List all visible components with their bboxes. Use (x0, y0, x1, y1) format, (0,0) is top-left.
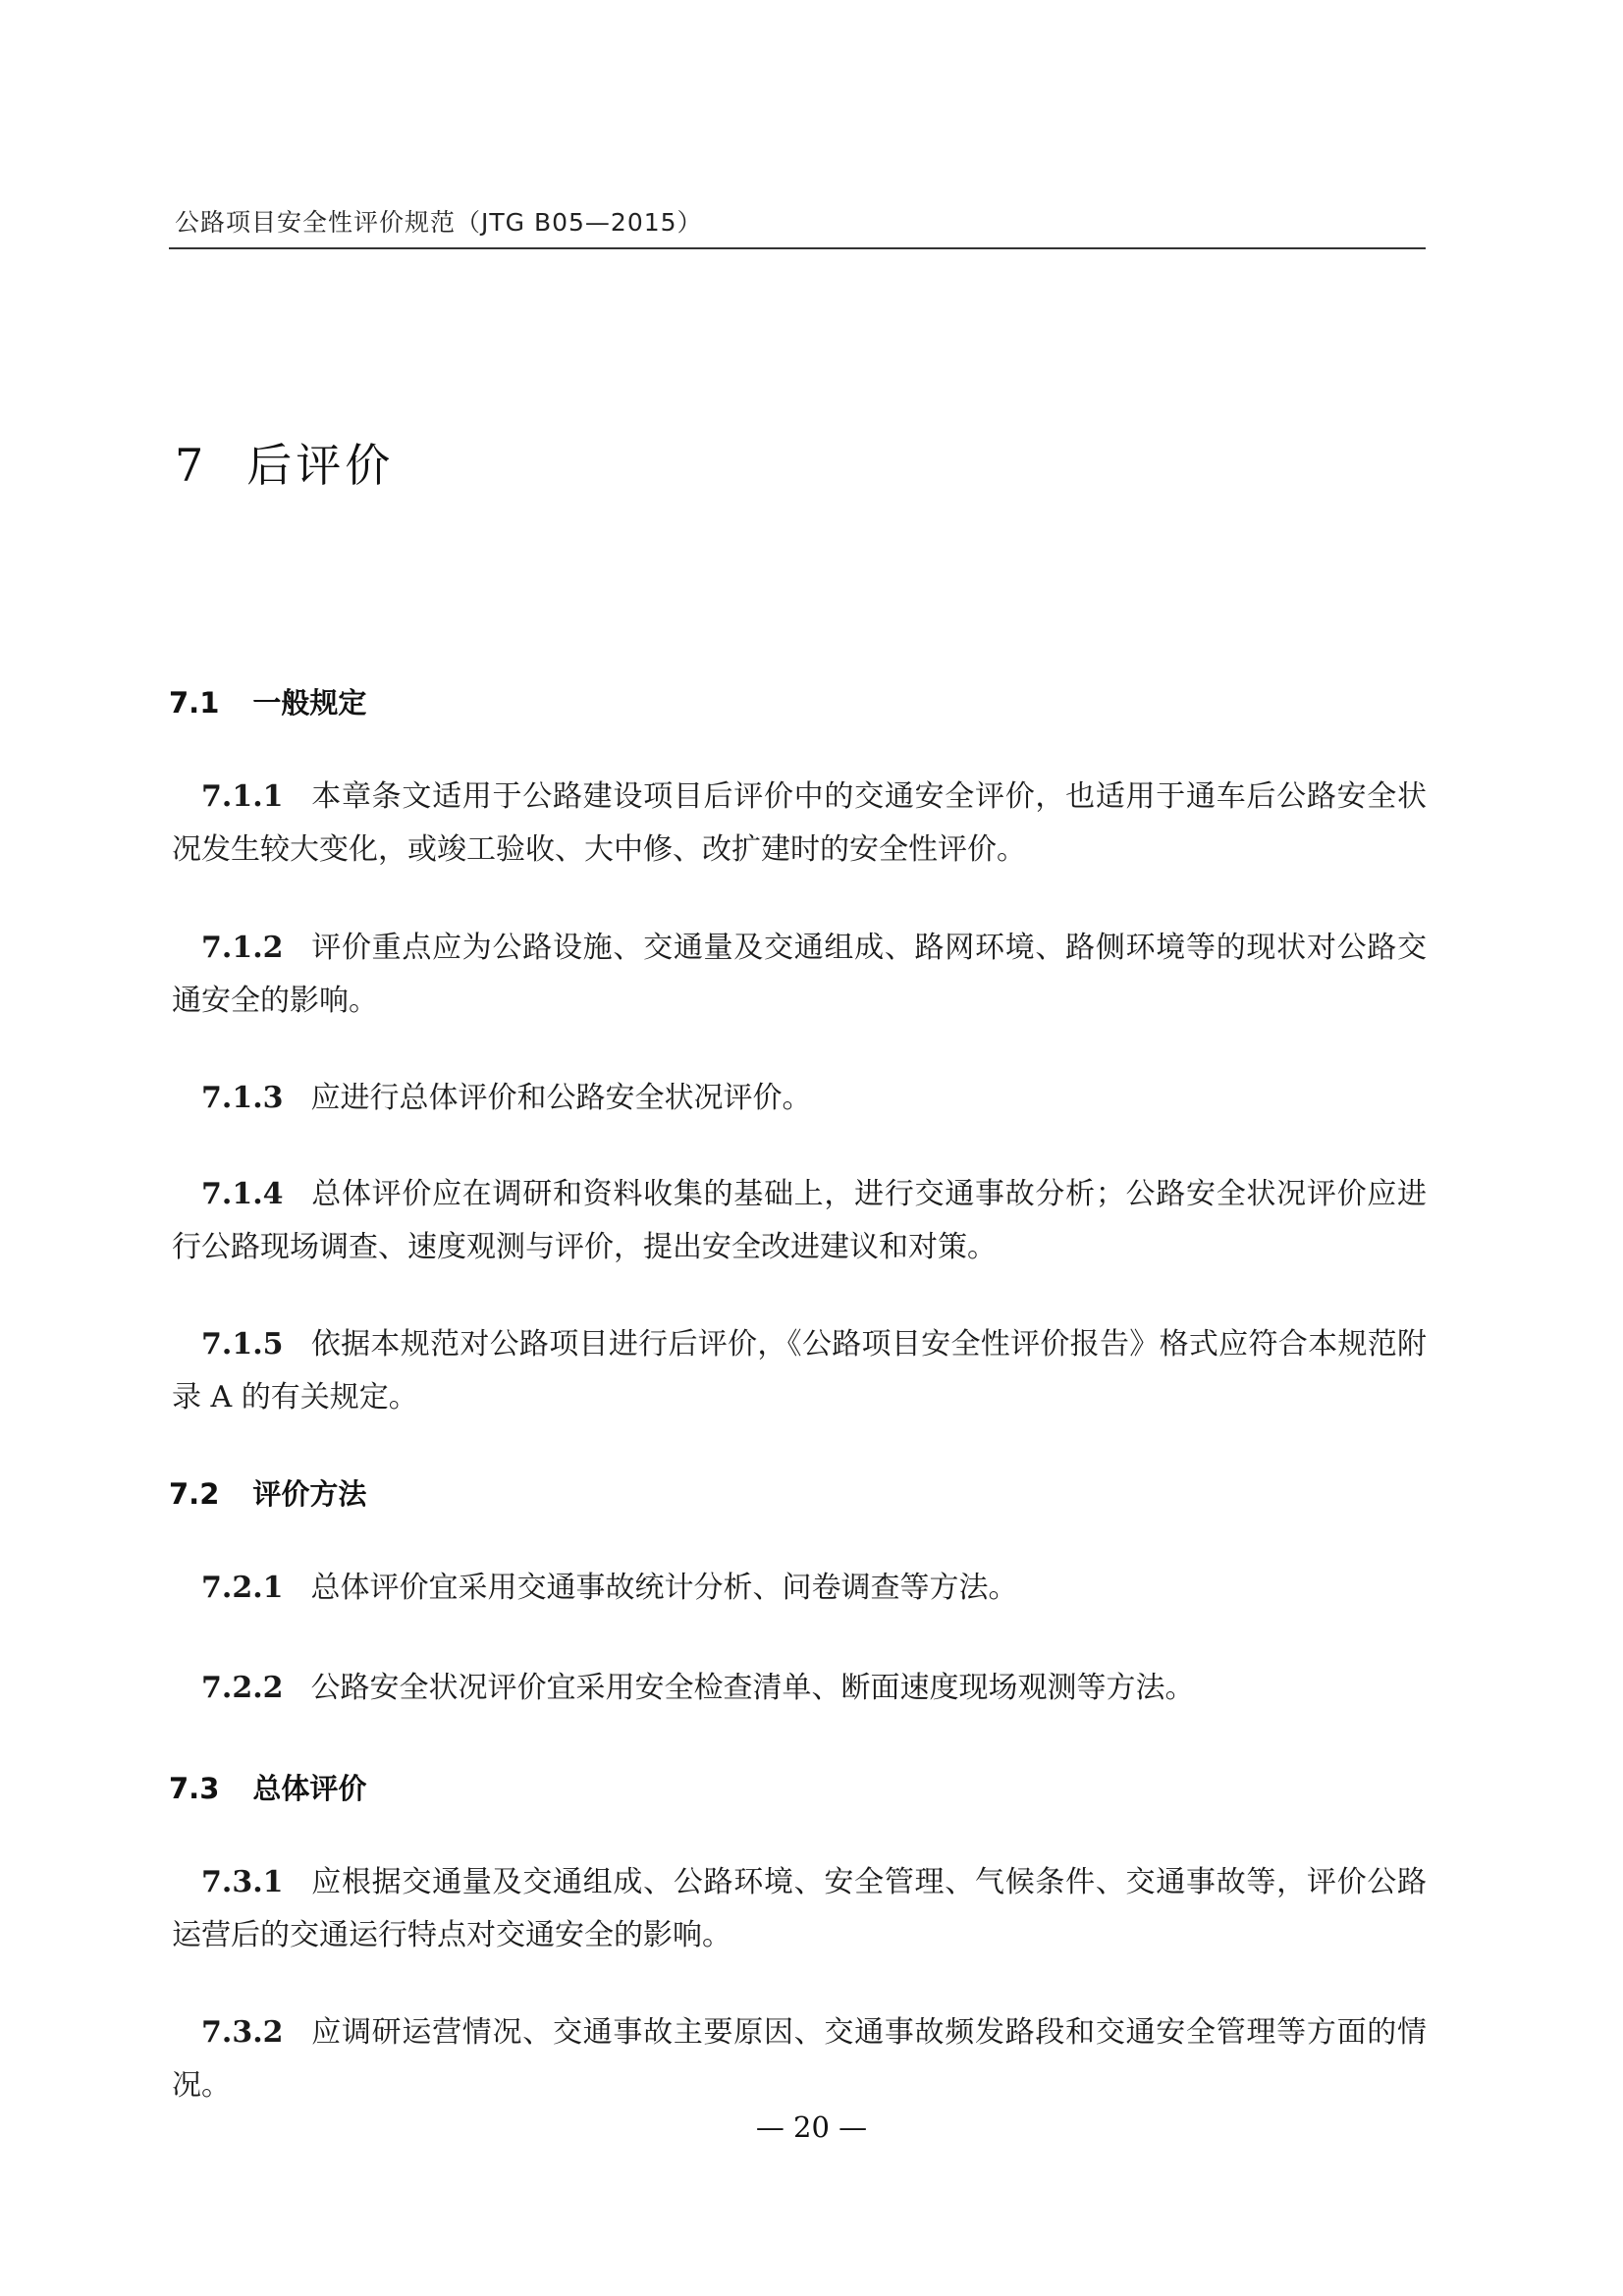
section-title: 总体评价 (252, 1772, 367, 1805)
clause-text: 公路安全状况评价宜采用安全检查清单、断面速度现场观测等方法。 (310, 1671, 1195, 1705)
clause-number: 7.3.2 (201, 2015, 284, 2050)
clause-number: 7.3.1 (201, 1865, 284, 1899)
clause-text: 本章条文适用于公路建设项目后评价中的交通安全评价，也适用于通车后公路安全状况发生较大变化，或竣工验收、大中修、改扩建时的安全性评价。 (172, 779, 1427, 867)
chapter-title (175, 430, 394, 495)
running-header: 公路项目安全性评价规范（JTG B05—2015） (175, 208, 703, 237)
clause-number: 7.2.2 (201, 1671, 284, 1705)
section-number: 7.3 (169, 1772, 220, 1805)
clause-text: 应进行总体评价和公路安全状况评价。 (310, 1081, 812, 1115)
clause-7-3-1 (172, 1856, 1427, 1962)
clause-7-2-2 (172, 1662, 1427, 1715)
clause-text: 应根据交通量及交通组成、公路环境、安全管理、气候条件、交通事故等，评价公路运营后的交通运行特点对交通安全的影响。 (172, 1865, 1427, 1952)
clause-number: 7.1.2 (201, 931, 284, 965)
section-number: 7.1 (169, 686, 220, 720)
clause-7-1-4 (172, 1168, 1427, 1274)
clause-number: 7.2.1 (201, 1571, 284, 1605)
section-heading-7-1 (169, 681, 366, 721)
clause-number: 7.1.3 (201, 1081, 284, 1115)
clause-7-2-1 (172, 1562, 1427, 1615)
section-heading-7-3 (169, 1767, 366, 1807)
clause-text: 总体评价宜采用交通事故统计分析、问卷调查等方法。 (310, 1571, 1018, 1605)
clause-7-3-2 (172, 2006, 1427, 2112)
chapter-number: 7 (175, 439, 208, 492)
clause-7-1-1 (172, 771, 1427, 877)
section-heading-7-2 (169, 1472, 366, 1513)
clause-7-1-2 (172, 922, 1427, 1028)
section-number: 7.2 (169, 1477, 220, 1511)
clause-7-1-5 (172, 1318, 1427, 1424)
clause-number: 7.1.1 (201, 779, 284, 814)
clause-number: 7.1.5 (201, 1327, 284, 1362)
clause-text: 依据本规范对公路项目进行后评价，《公路项目安全性评价报告》格式应符合本规范附录 A 的有关规定。 (172, 1327, 1427, 1415)
clause-7-1-3 (172, 1072, 1427, 1125)
section-title: 一般规定 (252, 686, 367, 720)
page-number: — 20 — (755, 2110, 868, 2144)
header-rule (169, 247, 1426, 249)
clause-text: 总体评价应在调研和资料收集的基础上，进行交通事故分析；公路安全状况评价应进行公路现场调查、速度观测与评价，提出安全改进建议和对策。 (172, 1177, 1427, 1264)
clause-text: 评价重点应为公路设施、交通量及交通组成、路网环境、路侧环境等的现状对公路交通安全的影响。 (172, 931, 1427, 1018)
section-title: 评价方法 (252, 1477, 367, 1511)
chapter-title-text: 后评价 (246, 439, 395, 492)
clause-text: 应调研运营情况、交通事故主要原因、交通事故频发路段和交通安全管理等方面的情况。 (172, 2015, 1427, 2103)
clause-number: 7.1.4 (201, 1177, 284, 1211)
